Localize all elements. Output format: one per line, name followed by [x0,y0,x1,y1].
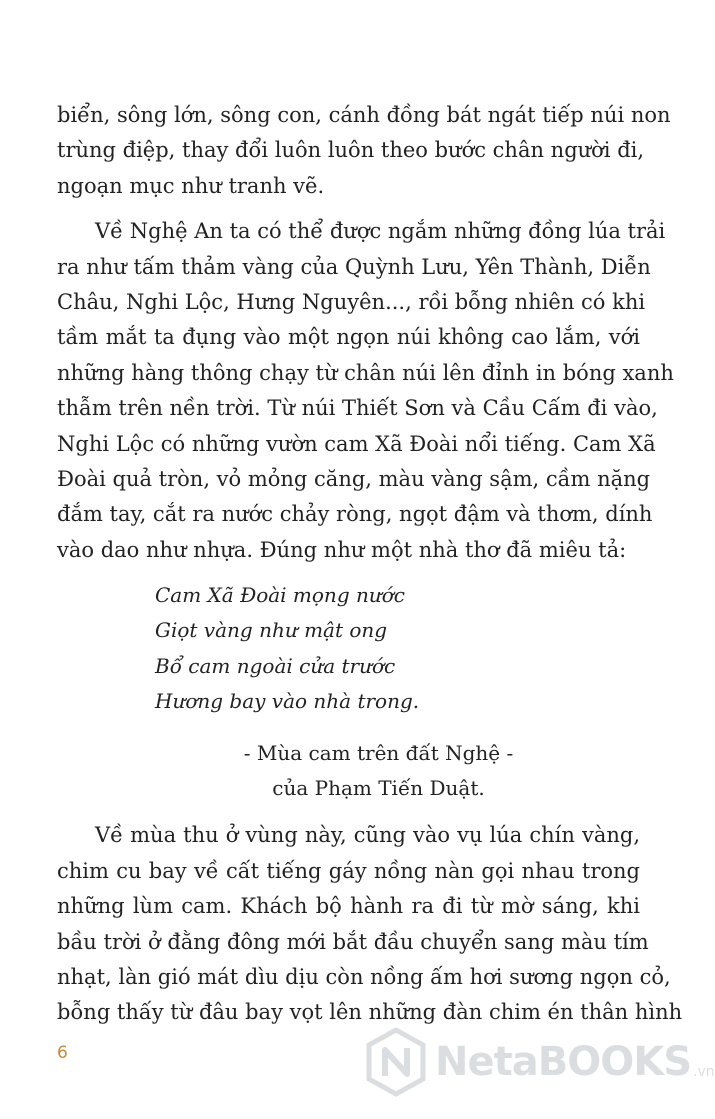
paragraph-line: tầm mắt ta đụng vào một ngọn núi không cao lắm, với [57,325,640,350]
paragraph-line: Châu, Nghi Lộc, Hưng Nguyên..., rồi bỗng nhiên có khi [57,289,646,314]
paragraph-line: trùng điệp, thay đổi luôn luôn theo bước chân người đi, [57,138,645,163]
watermark [365,1022,715,1102]
paragraph-2 [57,214,674,568]
paragraph-line: Về mùa thu ở vùng này, cũng vào vụ lúa chín vàng, [95,823,640,848]
poem-line: Giọt vàng như mật ong [155,618,388,643]
netabooks-logo-icon [365,1028,427,1096]
paragraph-line: ra như tấm thảm vàng của Quỳnh Lưu, Yên Thành, Diễn [57,254,651,279]
poem-attribution [57,736,640,807]
attribution-author: của Phạm Tiến Duật. [272,776,485,801]
watermark-suffix: .vn [693,1064,715,1080]
poem-line: Hương bay vào nhà trong. [155,689,420,714]
paragraph-line: nhạt, làn gió mát dìu dịu còn nồng ấm hơi sương ngọn cỏ, [57,964,671,989]
page-number: 6 [57,1043,68,1063]
paragraph-1 [57,98,671,204]
watermark-brand: NetaBOOKS [435,1039,692,1085]
poem-line: Cam Xã Đoài mọng nước [155,583,405,608]
paragraph-line: biển, sông lớn, sông con, cánh đồng bát ngát tiếp núi non [57,103,671,127]
paragraph-line: những lùm cam. Khách bộ hành ra đi từ mờ sáng, khi [57,894,640,919]
poem-line: Bổ cam ngoài cửa trước [155,653,396,678]
paragraph-3 [57,818,683,1030]
poem-quote [155,578,640,720]
paragraph-line: vào dao như nhựa. Đúng như một nhà thơ đã miêu tả: [57,537,627,562]
paragraph-line: chim cu bay về cất tiếng gáy nồng nàn gọi nhau trong [57,858,640,883]
paragraph-line: Nghi Lộc có những vườn cam Xã Đoài nổi tiếng. Cam Xã [57,431,656,456]
book-page-body [57,98,683,1031]
paragraph-line: đắm tay, cắt ra nước chảy ròng, ngọt đậm và thơm, dính [57,502,653,527]
paragraph-line: Đoài quả tròn, vỏ mỏng căng, màu vàng sậm, cầm nặng [57,466,651,491]
paragraph-line: những hàng thông chạy từ chân núi lên đỉnh in bóng xanh [57,360,674,385]
paragraph-line: bầu trời ở đằng đông mới bắt đầu chuyển sang màu tím [57,929,649,954]
paragraph-line: ngoạn mục như tranh vẽ. [57,173,325,198]
paragraph-line: Về Nghệ An ta có thể được ngắm những đồng lúa trải [95,219,666,244]
paragraph-line: bỗng thấy từ đâu bay vọt lên những đàn chim én thân hình [57,1000,683,1025]
attribution-work-title: - Mùa cam trên đất Nghệ - [243,740,514,765]
paragraph-line: thẫm trên nền trời. Từ núi Thiết Sơn và Cầu Cấm đi vào, [57,396,658,421]
